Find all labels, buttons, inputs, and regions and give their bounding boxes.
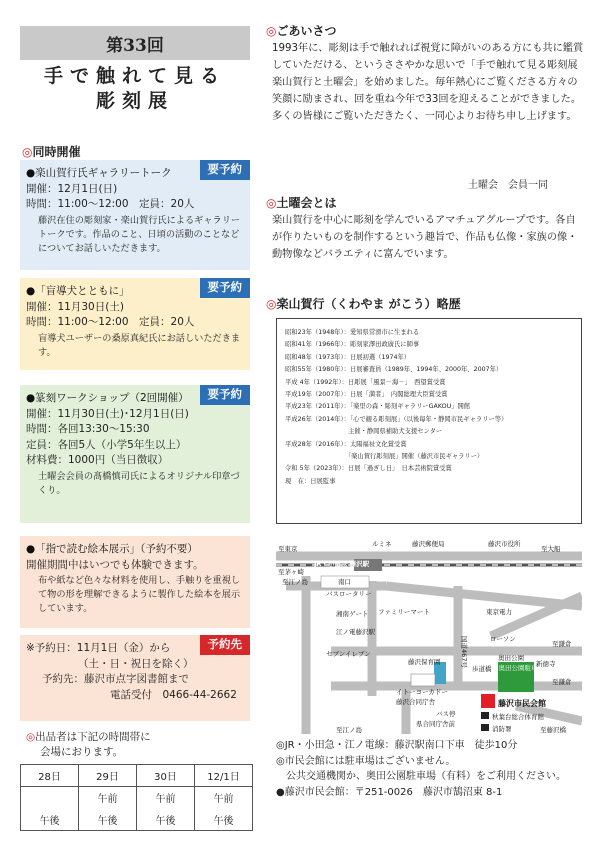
venue-marker (481, 694, 495, 708)
fire-marker (481, 724, 489, 731)
attendance-note: ◎出品者は下記の時間帯に 会場におります。 (26, 731, 151, 758)
greeting-heading: ◎ごあいさつ (266, 24, 337, 38)
list-item: 昭和48年（1973年）：日展初選（1974年） (285, 353, 411, 361)
map-label: 湘南ゲート (336, 610, 369, 618)
event-title: ●「指で読む絵本展示」（予約不要） (26, 543, 198, 555)
map-label: 東京電力 (486, 608, 512, 616)
event-note: 藤沢在住の彫刻家・楽山賀行氏によるギャラリートークです。作品のこと、日頃の活動のことなどについてお話しいただきます。 (38, 214, 241, 254)
event-title: ●篆刻ワークショップ（2回開催） (26, 392, 189, 404)
list-item: 昭和41年（1966年）：彫刻家澤田政廣氏に師事 (285, 341, 420, 349)
access-info: ◎JR・小田急・江ノ電線：藤沢駅南口下車 徒歩10分 ◎市民会館には駐車場はございません。 公共交通機関か、奥田公園駐車場（有料）をご利用ください。 ●藤沢市民会館：〒251-0026 藤沢市鵠沼東 8-1 (276, 738, 586, 800)
list-item: 平成23年（2011年）：「楽里の森・彫刻ギャラリーGAKOU」開館 (285, 403, 471, 411)
map-label: 歩道橋 (472, 665, 492, 673)
reservation-contact-badge: 予約先 (200, 635, 251, 655)
greeting-body: 1993年に、彫刻は手で触れれば視覚に障がいのある方にも共に鑑賞していただける、というささやかな思いで「手で触れて見る彫刻展 楽山賀行と土曜会」を始めました。毎年熱心にご覧くださる方々の笑顔に励まされ、回を重ね今年で33回を迎えることができました。多くの皆様にご覧いただきたく、一同心よりお待ち申し上げます。 (272, 43, 588, 122)
about-body: 楽山賀行を中心に彫刻を学んでいるアマチュアグループです。各自が作りたいものを制作するという趣旨で、作品も仏像・家族の像・動物像などバラエティに富んでいます。 (272, 215, 578, 260)
akiba-marker (481, 712, 489, 719)
reservation-required-badge: 要予約 (200, 160, 251, 180)
greeting-signature: 土曜会 会員一同 (468, 180, 548, 191)
list-item: 昭和23年（1948年）：愛知県常滑市に生まれる (285, 329, 420, 336)
table-row: 午後 午後 午後 午後 (21, 809, 253, 831)
list-item: 主催・静岡県補助犬支援センター (285, 428, 443, 436)
map-label: 至鎌倉 (552, 640, 572, 648)
map-label: イトーヨーカドー (396, 688, 448, 696)
map-label: 南口 (338, 578, 351, 586)
map-label: 至藤沢橋 (540, 726, 566, 734)
map-label: 国道467号 (460, 636, 468, 668)
list-item: 平成26年（2014年）：「心で観る彫刻展」（以後毎年・静岡市民ギャラリー等） (285, 415, 508, 423)
list-item: 平成19年（2007年）：日展「満者」 内閣総理大臣賞受賞 (285, 391, 448, 399)
event-note: 盲導犬ユーザーの桑原真紀氏にお話しいただきます。 (38, 332, 241, 358)
list-item: 平成28年（2016年）：太陽福祉文化賞受賞 (285, 440, 407, 448)
map-label: ローソン (490, 635, 516, 643)
list-item: 現 在：日展監事 (285, 477, 336, 485)
reservation-phone: 電話受付 0466-44-2662 (110, 688, 237, 701)
map-label: 新徳寺 (536, 660, 556, 668)
reservation-box: 予約先 ※予約日：11月1日（金）から （土・日・祝日を除く） 予約先：藤沢市点字図書館まで 電話受付 0466-44-2662 (20, 635, 250, 721)
map-label: 藤沢市役所 (488, 540, 521, 548)
map-label: 江ノ電藤沢駅 (336, 628, 375, 636)
attendance-table (20, 764, 253, 831)
map-label: 奥田公園 (498, 654, 524, 662)
event-card-guide-dog: 要予約 ●「盲導犬とともに」 開催：11月30日(土) 時間：11:00～12:00 定員：20人 盲導犬ユーザーの桑原真紀氏にお話しいただきます。 (20, 278, 250, 370)
map-label: 秋葉台総合体育館 (492, 713, 544, 721)
map-label: 藤沢郵便局 (412, 540, 445, 548)
list-item: 「楽山賀行彫刻展」開催（藤沢市民ギャラリー） (285, 453, 484, 461)
event-note: 土曜会会員の髙橋慎司氏によるオリジナル印章づくり。 (38, 470, 240, 496)
map-label: (奥田公園駐車場) (496, 664, 547, 672)
map-label: JR・小田急 藤沢駅 (314, 560, 370, 568)
list-item: 昭和55年（1980年）：日展審査員（1989年、1994年、2000年、2007年） (285, 366, 503, 374)
event-card-workshop: 要予約 ●篆刻ワークショップ（2回開催） 開催：11月30日(土)･12月1日(日) 時間：各回13:30～15:30 定員：各回5人（小学5年生以上） 材料費：1000円（当日徴収） 土曜会会員の髙橋慎司氏によるオリジナル印章づくり。 (20, 385, 250, 523)
map-label: セブンイレブン (326, 650, 371, 658)
map-label: バスロータリー (326, 590, 372, 598)
map-label: ファミリーマート (378, 608, 430, 616)
map-label: バス停 (436, 710, 456, 718)
map-label: 至東京 (278, 545, 298, 553)
profile-heading: ◎楽山賀行（くわやま がこう）略歴 (266, 297, 461, 311)
edition-banner (20, 26, 250, 60)
event-note: 布や紙など色々な材料を使用し、手触りを重視して物の形を理解できるように製作した絵本を展示しています。 (38, 575, 241, 614)
map-label: 至江ノ島 (336, 726, 362, 734)
about-heading: ◎土曜会とは (266, 196, 337, 210)
event-card-picture-book: ●「指で読む絵本展示」（予約不要） 開催期間中はいつでも体験できます。 布や紙など色々な材料を使用し、手触りを重視して物の形を理解できるように製作した絵本を展示しています。 (20, 536, 250, 628)
map-label: 藤沢市民会館 (498, 699, 546, 708)
itoyokado-block (411, 674, 435, 686)
concurrent-heading: ◎同時開催 (22, 145, 81, 159)
access-map (276, 536, 582, 734)
map-label: ルミネ (372, 540, 392, 548)
reservation-required-badge: 要予約 (200, 278, 251, 298)
map-label: 至江ノ島 (282, 578, 308, 586)
page-title: 手で触れて見る 彫刻展 (43, 65, 226, 112)
map-label: 消防署 (492, 725, 512, 733)
map-label: 藤沢保育園 (408, 658, 441, 666)
venue-address: ●藤沢市民会館：〒251-0026 藤沢市鵠沼東 8-1 (276, 786, 503, 798)
map-label: 至大船 (541, 545, 561, 553)
map-label: 至鎌倉 (552, 678, 572, 686)
profile-box (276, 318, 582, 524)
list-item: 令和 5年（2023年）：日展「過ぎし日」 日本芸術院賞受賞 (285, 465, 452, 473)
event-title: ●楽山賀行氏ギャラリートーク (26, 167, 172, 179)
reservation-required-badge: 要予約 (200, 385, 251, 405)
event-card-gallery-talk: 要予約 ●楽山賀行氏ギャラリートーク 開催：12月1日(日) 時間：11:00～12:00 定員：20人 藤沢在住の彫刻家・楽山賀行氏によるギャラリートークです。作品のこと、日頃の活動のことなどについてお話しいただきます。 (20, 160, 250, 270)
event-title: ●「盲導犬とともに」 (26, 285, 130, 297)
table-row: 28日 29日 30日 12/1日 (21, 765, 253, 787)
map-label: 県合同庁舎前 (416, 720, 455, 728)
map-label: 至茅ヶ崎 (278, 568, 304, 576)
table-row: 午前 午前 午前 (21, 787, 253, 809)
list-item: 平成 4年（1992年）：日彫展「風景－海－」 西望賞受賞 (285, 378, 446, 386)
map-label: 藤沢合同庁舎 (396, 698, 435, 706)
edition-label: 第33回 (106, 35, 164, 56)
